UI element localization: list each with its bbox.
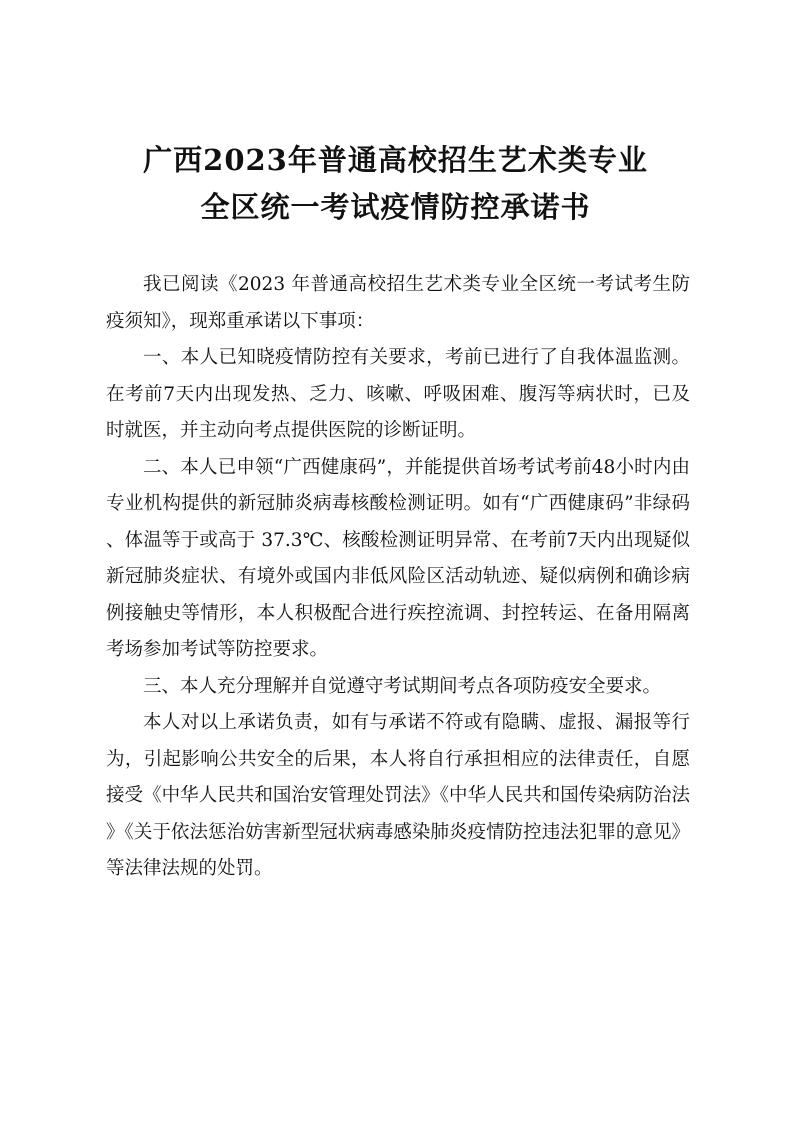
document-title-line-2: 全区统一考试疫情防控承诺书 — [200, 190, 591, 224]
paragraph-item-1: 一、本人已知晓疫情防控有关要求，考前已进行了自我体温监测。在考前7天内出现发热、乏力、咳嗽、呼吸困难、腹泻等病状时，已及时就医，并主动向考点提供医院的诊断证明。 — [106, 347, 690, 441]
document-title-line-1: 广西2023年普通高校招生艺术类专业 — [143, 143, 648, 177]
paragraph-item-3: 三、本人充分理解并自觉遵守考试期间考点各项防疫安全要求。 — [143, 675, 662, 697]
paragraph-intro: 我已阅读《2023 年普通高校招生艺术类专业全区统一考试考生防疫须知》，现郑重承诺以下事项： — [106, 274, 690, 332]
paragraph-closing: 本人对以上承诺负责，如有与承诺不符或有隐瞒、虚报、漏报等行为，引起影响公共安全的后果，本人将自行承担相应的法律责任，自愿接受《中华人民共和国治安管理处罚法》《中华人民共和国传染病防治法》《关于依法惩治妨害新型冠状病毒感染肺炎疫情防控违法犯罪的意见》等法律法规的处罚。 — [106, 712, 690, 879]
document-body — [106, 267, 690, 888]
paragraph-item-2: 二、本人已申领“广西健康码”，并能提供首场考试考前48小时内由专业机构提供的新冠肺炎病毒核酸检测证明。如有“广西健康码”非绿码、体温等于或高于 37.3℃、核酸检测证明异常、在考前7天内出现疑似新冠肺炎症状、有境外或国内非低风险区活动轨迹、疑似病例和确诊病例接触史等情形，本人积极配合进行疾控流调、封控转运、在备用隔离考场参加考试等防控要求。 — [106, 456, 690, 660]
